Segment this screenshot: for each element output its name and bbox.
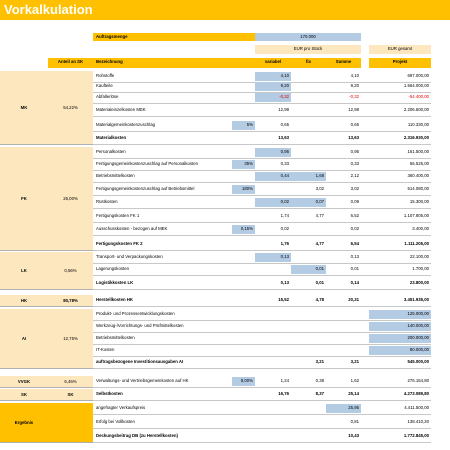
group-anteil: 12,75% — [48, 309, 93, 368]
row-summe[interactable]: 10,43 — [348, 433, 359, 438]
row-variabel[interactable]: -0,32 — [255, 93, 291, 102]
row-fix[interactable] — [291, 310, 326, 319]
row-summe[interactable]: 3,21 — [350, 359, 359, 364]
row-bezeichnung[interactable]: Fertigungsgemeinkostenzuschlag auf Betriebsmittel — [96, 186, 195, 191]
row-summe[interactable]: 0,95 — [350, 149, 359, 154]
row-bezeichnung[interactable]: Rohstoffe — [96, 73, 115, 78]
row-bezeichnung[interactable]: Materialeinzelkosten MEK — [96, 107, 146, 112]
header-eur-gesamt: EUR gesamt — [369, 45, 431, 54]
row-prozent[interactable] — [232, 432, 255, 441]
row-bezeichnung[interactable]: IT-Kosten — [96, 347, 115, 352]
row-fix[interactable] — [291, 432, 326, 441]
row-variabel[interactable] — [255, 358, 291, 367]
row-divider — [93, 182, 431, 183]
auftragsmenge-label[interactable]: Auftragsmenge — [93, 33, 255, 41]
row-fix[interactable]: 0,01 — [291, 265, 326, 274]
row-summe[interactable]: 0,65 — [350, 122, 359, 127]
row-summe[interactable]: 3,02 — [350, 186, 359, 191]
row-summe[interactable]: 6,52 — [350, 213, 359, 218]
row-divider — [93, 332, 431, 333]
row-variabel[interactable] — [255, 432, 291, 441]
header-projekt: Projekt — [369, 58, 431, 68]
row-summe[interactable]: 0,09 — [350, 199, 359, 204]
row-projekt[interactable]: 3.451.935,00 — [403, 297, 429, 302]
row-bezeichnung[interactable]: Betriebsmittelkosten — [96, 173, 135, 178]
row-prozent[interactable] — [232, 390, 255, 399]
row-variabel[interactable]: 15,52 — [278, 297, 289, 302]
group-anteil: 54,22% — [48, 71, 93, 144]
row-variabel[interactable]: 13,63 — [278, 135, 289, 140]
row-summe[interactable] — [326, 346, 361, 355]
row-projekt[interactable]: 23.800,00 — [409, 280, 429, 285]
row-summe[interactable]: 13,63 — [348, 135, 359, 140]
row-fix[interactable] — [291, 148, 326, 157]
group-code: MK — [0, 71, 48, 144]
row-summe[interactable] — [326, 310, 361, 319]
row-variabel[interactable]: 1,24 — [280, 378, 289, 383]
row-fix[interactable] — [291, 225, 326, 234]
row-variabel[interactable] — [255, 418, 291, 427]
row-projekt[interactable]: 1.107.805,00 — [403, 213, 429, 218]
row-prozent[interactable] — [232, 279, 255, 288]
row-variabel[interactable]: 0,02 — [280, 226, 289, 231]
row-fix[interactable] — [291, 121, 326, 130]
row-summe[interactable]: 25,14 — [348, 391, 359, 396]
row-bezeichnung[interactable]: angefragter Verkaufspreis — [96, 405, 146, 410]
row-divider — [93, 356, 431, 357]
header-bezeichnung: Bezeichnung — [93, 58, 255, 68]
header-eur-pro-stueck: EUR pro Stück — [255, 45, 361, 54]
row-projekt[interactable]: 545.000,00 — [407, 359, 429, 364]
group-code: HK — [0, 295, 48, 306]
row-fix[interactable] — [291, 334, 326, 343]
row-summe[interactable]: -0,32 — [349, 94, 359, 99]
row-variabel[interactable] — [255, 404, 291, 413]
row-fix[interactable] — [291, 404, 326, 413]
row-summe[interactable]: 9,20 — [350, 83, 359, 88]
row-prozent[interactable] — [232, 404, 255, 413]
row-projekt[interactable]: 4.411.500,00 — [404, 405, 429, 410]
row-summe[interactable]: 2,12 — [350, 173, 359, 178]
row-variabel[interactable]: 0,95 — [255, 148, 291, 157]
row-variabel[interactable]: 0,65 — [280, 122, 289, 127]
row-prozent[interactable] — [232, 82, 255, 91]
row-prozent[interactable] — [232, 93, 255, 102]
row-divider — [93, 414, 431, 415]
row-variabel[interactable]: 12,98 — [278, 107, 289, 112]
row-fix[interactable] — [291, 72, 326, 81]
row-fix[interactable] — [291, 253, 326, 262]
group-code: Ergebnis — [0, 403, 48, 442]
row-prozent[interactable] — [232, 134, 255, 143]
row-summe[interactable]: 0,02 — [350, 226, 359, 231]
row-bezeichnung[interactable]: Personalkosten — [96, 149, 126, 154]
row-divider — [93, 103, 431, 104]
row-prozent[interactable]: 8,00% — [232, 377, 255, 386]
row-fix[interactable] — [291, 322, 326, 331]
row-projekt[interactable]: 161.500,00 — [407, 149, 429, 154]
row-projekt[interactable]: 56.525,00 — [409, 161, 429, 166]
row-fix[interactable]: 3,21 — [315, 359, 324, 364]
row-summe[interactable] — [326, 322, 361, 331]
row-projekt[interactable]: 2.206.600,00 — [403, 107, 429, 112]
row-variabel[interactable] — [255, 322, 291, 331]
row-variabel[interactable] — [255, 310, 291, 319]
row-projekt[interactable]: 697.000,00 — [407, 73, 429, 78]
row-bezeichnung[interactable]: Materialkosten — [96, 135, 127, 140]
row-prozent[interactable] — [232, 72, 255, 81]
row-bezeichnung[interactable]: Kaufteile — [96, 83, 113, 88]
row-fix[interactable]: 8,37 — [315, 391, 324, 396]
group-code: SK — [0, 389, 48, 400]
row-summe[interactable]: 1,62 — [350, 378, 359, 383]
row-prozent[interactable] — [232, 322, 255, 331]
row-bezeichnung[interactable]: Abfallerlöse — [96, 94, 119, 99]
row-prozent[interactable]: 180% — [232, 185, 255, 194]
row-projekt[interactable]: 140.000,00 — [369, 322, 431, 331]
row-divider — [93, 235, 431, 236]
sheet-title: Vorkalkulation — [0, 0, 450, 20]
row-projekt[interactable]: 1.772.845,00 — [403, 433, 429, 438]
row-projekt[interactable]: 1.564.000,00 — [403, 83, 429, 88]
row-divider — [93, 306, 431, 307]
row-bezeichnung[interactable]: Lagerungskosten — [96, 266, 129, 271]
row-bezeichnung[interactable]: Fertigungsgemeinkostenzuschlag auf Personalkosten — [96, 161, 198, 166]
row-fix[interactable]: 4,77 — [315, 213, 324, 218]
group-code: AI — [0, 309, 48, 368]
row-bezeichnung[interactable]: Produkt- und Prozessentwicklungskosten — [96, 311, 175, 316]
row-projekt[interactable]: 22.100,00 — [409, 254, 429, 259]
row-divider — [93, 387, 431, 388]
row-variabel[interactable]: 0,02 — [255, 198, 291, 207]
header-summe: Summe — [326, 58, 361, 68]
group-anteil — [48, 403, 93, 442]
row-divider — [93, 442, 431, 443]
row-summe[interactable]: 0,13 — [350, 254, 359, 259]
row-fix[interactable]: 1,68 — [291, 172, 326, 181]
row-prozent[interactable] — [232, 310, 255, 319]
row-summe[interactable]: 6,54 — [350, 241, 359, 246]
group-anteil: 80,78% — [48, 295, 93, 306]
row-prozent[interactable]: 35% — [232, 160, 255, 169]
row-variabel[interactable]: 4,10 — [255, 72, 291, 81]
row-bezeichnung[interactable]: Verwaltungs- und Vertriebsgemeinkosten auf HK — [96, 378, 189, 383]
header-fix: fix — [291, 58, 326, 68]
row-variabel[interactable]: 1,76 — [280, 241, 289, 246]
row-bezeichnung[interactable]: Werkzeug-/Vorrichtungs- und Prüfmittelkosten — [96, 323, 184, 328]
row-divider — [93, 344, 431, 345]
row-divider — [93, 320, 431, 321]
row-divider — [93, 222, 431, 223]
row-divider — [93, 131, 431, 132]
row-prozent[interactable]: 5% — [232, 121, 255, 130]
row-variabel[interactable] — [255, 346, 291, 355]
row-bezeichnung[interactable]: Erfolg bei Vollkosten — [96, 419, 135, 424]
row-summe[interactable]: 20,31 — [348, 297, 359, 302]
row-divider — [93, 263, 431, 264]
row-projekt[interactable]: 80.000,00 — [369, 346, 431, 355]
group-anteil: 0,56% — [48, 252, 93, 289]
row-fix[interactable]: 4,77 — [315, 241, 324, 246]
row-prozent[interactable] — [232, 358, 255, 367]
row-fix[interactable] — [291, 93, 326, 102]
row-divider — [93, 116, 431, 117]
row-variabel[interactable] — [255, 185, 291, 194]
row-fix[interactable] — [291, 418, 326, 427]
row-bezeichnung[interactable]: Fertigungskosten FK 2 — [96, 241, 143, 246]
row-summe[interactable]: 0,33 — [350, 161, 359, 166]
row-divider — [93, 428, 431, 429]
row-fix[interactable]: 0,07 — [291, 198, 326, 207]
row-prozent[interactable]: 0,15% — [232, 225, 255, 234]
row-fix[interactable] — [291, 82, 326, 91]
row-summe[interactable]: 0,14 — [350, 280, 359, 285]
row-bezeichnung[interactable]: Fertigungskosten FK 1 — [96, 213, 140, 218]
row-divider — [93, 158, 431, 159]
row-summe[interactable]: 12,98 — [348, 107, 359, 112]
row-bezeichnung[interactable]: Deckungsbeitrag DB (zu Herstellkosten) — [96, 433, 178, 438]
group-code: LK — [0, 252, 48, 289]
row-fix[interactable] — [291, 160, 326, 169]
row-summe[interactable]: 25,95 — [326, 404, 361, 413]
row-variabel[interactable]: 0,13 — [280, 280, 289, 285]
row-projekt[interactable]: -54.400,00 — [408, 94, 429, 99]
row-divider — [93, 195, 431, 196]
row-variabel[interactable]: 1,74 — [280, 213, 289, 218]
group-anteil: 6,46% — [48, 376, 93, 387]
row-divider — [93, 208, 431, 209]
row-prozent[interactable] — [232, 253, 255, 262]
group-anteil: SK — [48, 389, 93, 400]
row-projekt[interactable]: 125.000,00 — [369, 310, 431, 319]
row-bezeichnung[interactable]: Ausschusskosten - bezogen auf MEK — [96, 226, 168, 231]
row-bezeichnung[interactable]: Herstellkosten HK — [96, 297, 134, 302]
row-prozent[interactable] — [232, 418, 255, 427]
row-bezeichnung[interactable]: Materialgemeinkostenzuschlag — [96, 122, 155, 127]
row-prozent[interactable] — [232, 296, 255, 305]
row-fix[interactable]: 0,01 — [315, 280, 324, 285]
row-fix[interactable] — [291, 134, 326, 143]
row-projekt[interactable]: 110.330,00 — [407, 122, 429, 127]
row-bezeichnung[interactable]: Rüstkosten — [96, 199, 118, 204]
row-summe[interactable] — [326, 334, 361, 343]
row-summe[interactable]: 4,10 — [350, 73, 359, 78]
row-variabel[interactable]: 16,76 — [278, 391, 289, 396]
row-prozent[interactable] — [232, 148, 255, 157]
row-summe[interactable]: 0,01 — [350, 266, 359, 271]
header-anteil: Anteil an SK — [48, 58, 93, 68]
group-anteil: 26,00% — [48, 147, 93, 250]
row-fix[interactable]: 3,02 — [315, 186, 324, 191]
row-projekt[interactable]: 3.400,00 — [412, 226, 429, 231]
row-divider — [93, 250, 431, 251]
row-summe[interactable]: 0,81 — [350, 419, 359, 424]
row-projekt[interactable]: 1.111.205,00 — [404, 241, 429, 246]
row-variabel[interactable] — [255, 265, 291, 274]
row-variabel[interactable]: 9,20 — [255, 82, 291, 91]
row-bezeichnung[interactable]: Selbstkosten — [96, 391, 123, 396]
row-variabel[interactable] — [255, 334, 291, 343]
group-code: VVGK — [0, 376, 48, 387]
row-prozent[interactable] — [232, 265, 255, 274]
row-bezeichnung[interactable]: Logistikkosten LK — [96, 280, 134, 285]
row-projekt[interactable]: 1.700,00 — [412, 266, 429, 271]
row-fix[interactable] — [291, 106, 326, 115]
row-prozent[interactable] — [232, 198, 255, 207]
row-projekt[interactable]: 4.273.089,80 — [403, 391, 429, 396]
auftragsmenge-value[interactable]: 170.000 — [255, 33, 361, 41]
row-divider — [93, 170, 431, 171]
row-projekt[interactable]: 276.154,80 — [407, 378, 429, 383]
row-bezeichnung[interactable]: Betriebsmittelkosten — [96, 335, 135, 340]
row-prozent[interactable] — [232, 106, 255, 115]
row-divider — [93, 144, 431, 145]
row-prozent[interactable] — [232, 240, 255, 249]
row-divider — [93, 400, 431, 401]
row-variabel[interactable]: 0,13 — [255, 253, 291, 262]
row-fix[interactable]: 0,38 — [315, 378, 324, 383]
row-divider — [93, 275, 431, 276]
row-bezeichnung[interactable]: auftragsbezogene Investitionsausgaben AI — [96, 359, 184, 364]
row-prozent[interactable] — [232, 172, 255, 181]
row-variabel[interactable]: 0,33 — [280, 161, 289, 166]
row-prozent[interactable] — [232, 212, 255, 221]
row-projekt[interactable]: 200.000,00 — [369, 334, 431, 343]
row-projekt[interactable]: 138.410,20 — [407, 419, 429, 424]
row-fix[interactable]: 4,78 — [315, 297, 324, 302]
row-projekt[interactable]: 514.080,00 — [407, 186, 429, 191]
row-projekt[interactable]: 2.316.930,00 — [403, 135, 429, 140]
group-code: FK — [0, 147, 48, 250]
header-variabel: variabel — [255, 58, 291, 68]
row-bezeichnung[interactable]: Transport- und Verpackungskosten — [96, 254, 163, 259]
row-projekt[interactable]: 360.400,00 — [407, 173, 429, 178]
row-prozent[interactable] — [232, 334, 255, 343]
row-fix[interactable] — [291, 346, 326, 355]
row-prozent[interactable] — [232, 346, 255, 355]
row-projekt[interactable]: 15.300,00 — [409, 199, 429, 204]
row-divider — [93, 368, 431, 369]
row-divider — [93, 289, 431, 290]
row-variabel[interactable]: 0,44 — [255, 172, 291, 181]
